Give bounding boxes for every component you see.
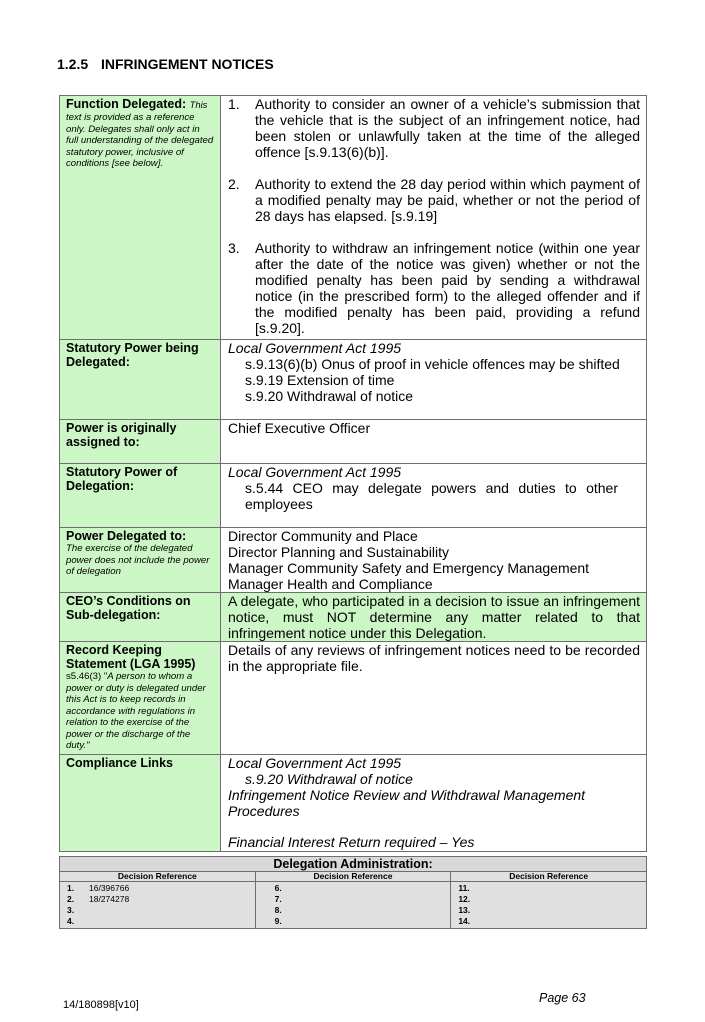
section-heading xyxy=(57,56,274,72)
reference-row: 4. xyxy=(67,916,75,926)
assigned-value: Chief Executive Officer xyxy=(221,420,647,464)
reference-column xyxy=(451,882,647,929)
section-line: s.9.20 Withdrawal of notice xyxy=(245,388,414,404)
assigned-label: Power is originally assigned to: xyxy=(66,421,177,449)
delegated-to-note: The exercise of the delegated power does not include the power of delegation xyxy=(66,543,210,577)
row-function-delegated xyxy=(60,96,647,340)
record-value: Details of any reviews of infringement notices need to be recorded in the appropriate file. xyxy=(221,642,647,755)
row-statutory-power xyxy=(60,340,647,420)
function-note-inline: This xyxy=(189,99,208,110)
reference-column xyxy=(60,882,256,929)
label-cell xyxy=(60,96,221,340)
reference-column xyxy=(255,882,451,929)
row-record-keeping xyxy=(60,642,647,755)
row-delegation-power xyxy=(60,464,647,528)
delegated-to-label: Power Delegated to: xyxy=(66,529,187,543)
reference-row: 6. xyxy=(274,883,282,893)
function-item: 1. Authority to consider an owner of a vehicle’s submission that the vehicle that is the subject of an infringement notice, had been stolen or unlawfully taken at the time of the alleged offence [s.9.13(6)(b)]. xyxy=(228,96,640,160)
label-cell xyxy=(60,464,221,528)
label-cell xyxy=(60,420,221,464)
delegation-table xyxy=(59,95,647,852)
document-reference: 14/180898[v10] xyxy=(63,999,139,1011)
act-name: Local Government Act 1995 xyxy=(228,340,402,356)
function-list xyxy=(228,96,640,336)
statutory-power-label: Statutory Power being Delegated: xyxy=(66,341,199,369)
conditions-label: CEO’s Conditions on Sub-delegation: xyxy=(66,594,191,622)
delegation-power-label: Statutory Power of Delegation: xyxy=(66,465,178,493)
delegate-position: Director Community and Place xyxy=(228,528,418,544)
function-items-cell xyxy=(221,96,647,340)
reference-row: 14. xyxy=(458,916,471,926)
function-note: text is provided as a reference only. Delegates shall only act in full understanding of the delegated statutory power, inclusive of conditions [see below]. xyxy=(66,112,214,169)
page-number: Page 63 xyxy=(539,991,586,1005)
compliance-cell xyxy=(221,754,647,851)
section-title: INFRINGEMENT NOTICES xyxy=(101,56,274,72)
label-cell xyxy=(60,340,221,420)
label-cell xyxy=(60,593,221,642)
row-delegated-to xyxy=(60,528,647,593)
delegate-position: Manager Community Safety and Emergency Management xyxy=(228,560,590,576)
function-item: 3. Authority to withdraw an infringement notice (within one year after the date of the notice was given) whether or not the modified penalty has been paid by sending a withdrawal notice (in the prescribed form) to the alleged offender and if the modified penalty has been paid, providing a refund [s.9.20]. xyxy=(228,240,640,336)
label-cell xyxy=(60,642,221,755)
record-note: s5.46(3) "A person to whom a power or duty is delegated under this Act is to keep records in accordance with regulations in relation to the exercise of the power or the discharge of the duty." xyxy=(66,671,206,751)
section-number: 1.2.5 xyxy=(57,56,89,72)
row-compliance xyxy=(60,754,647,851)
act-name: Local Government Act 1995 xyxy=(228,754,402,771)
section-line: s.9.20 Withdrawal of notice xyxy=(245,770,413,787)
section-line: s.5.44 CEO may delegate powers and duties to other employees xyxy=(245,480,618,512)
column-header: Decision Reference xyxy=(255,872,451,882)
statutory-power-cell xyxy=(221,340,647,420)
delegation-administration-table xyxy=(59,856,647,929)
record-label: Record Keeping Statement (LGA 1995) xyxy=(66,643,196,671)
reference-row: 9. xyxy=(274,916,282,926)
row-assigned-to xyxy=(60,420,647,464)
reference-row: 1. 16/396766 xyxy=(67,883,130,893)
reference-row: 12. xyxy=(458,894,471,904)
function-item: 2. Authority to extend the 28 day period within which payment of a modified penalty may be paid, whether or not the period of 28 days has elapsed. [s.9.19] xyxy=(228,176,640,224)
interest-return: Financial Interest Return required – Yes xyxy=(228,833,475,850)
admin-title: Delegation Administration: xyxy=(60,857,647,872)
act-name: Local Government Act 1995 xyxy=(228,464,402,480)
compliance-label: Compliance Links xyxy=(66,755,173,770)
delegated-to-cell xyxy=(221,528,647,593)
label-cell xyxy=(60,528,221,593)
delegate-position: Manager Health and Compliance xyxy=(228,576,433,592)
conditions-value: A delegate, who participated in a decision to issue an infringement notice, must NOT determine any matter related to that infringement notice under this Delegation. xyxy=(221,593,647,642)
reference-row: 2. 18/274278 xyxy=(67,894,130,904)
row-conditions xyxy=(60,593,647,642)
reference-row: 7. xyxy=(274,894,282,904)
section-line: s.9.13(6)(b) Onus of proof in vehicle offences may be shifted xyxy=(245,356,620,372)
reference-row: 8. xyxy=(274,905,282,915)
function-delegated-label: Function Delegated: This xyxy=(66,97,208,111)
section-line: s.9.19 Extension of time xyxy=(245,372,395,388)
column-header: Decision Reference xyxy=(451,872,647,882)
label-cell xyxy=(60,754,221,851)
reference-row: 3. xyxy=(67,905,75,915)
reference-row: 13. xyxy=(458,905,471,915)
column-header: Decision Reference xyxy=(60,872,256,882)
delegation-power-cell xyxy=(221,464,647,528)
reference-row: 11. xyxy=(458,883,470,893)
delegate-position: Director Planning and Sustainability xyxy=(228,544,450,560)
procedure-link: Infringement Notice Review and Withdrawal Management Procedures xyxy=(228,786,586,819)
